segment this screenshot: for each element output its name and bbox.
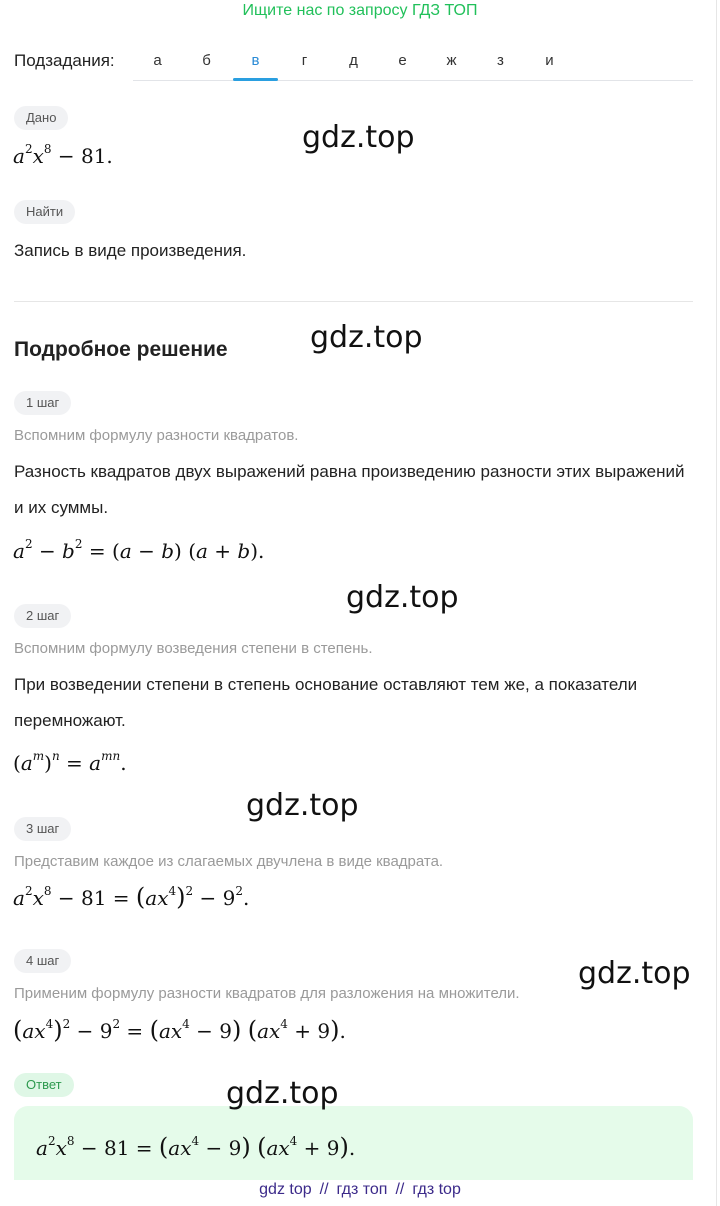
solution-heading: Подробное решение [14,338,228,361]
step-2-chip: 2 шаг [14,604,71,628]
watermark-2: gdz.top [310,320,423,355]
step-1-text: Разность квадратов двух выражений равна произведению разности этих выражений и их суммы. [14,462,685,517]
step-3-hint: Представим каждое из слагаемых двучлена в виде квадрата. [14,853,444,870]
footer-separator: // [319,1181,329,1198]
step-3-formula: $a^2x^8 - 81 = (ax^4)^2 - 9^2$. [13,883,250,911]
step-2-formula: $(a^m)^n = a^{mn}$. [13,749,127,775]
subtasks-label: Подзадания: [14,51,115,70]
step-1-hint: Вспомним формулу разности квадратов. [14,427,299,444]
answer-chip: Ответ [14,1073,74,1097]
step-3-chip: 3 шаг [14,817,71,841]
section-divider [14,301,693,302]
tab-d[interactable]: д [349,52,358,69]
watermark-3: gdz.top [346,580,459,615]
given-chip: Дано [14,106,68,130]
tab-i[interactable]: и [545,52,554,69]
footer-link-gdz-top[interactable]: gdz top [259,1181,312,1198]
watermark-1: gdz.top [302,120,415,155]
watermark-5: gdz.top [578,956,691,991]
step-1-chip: 1 шаг [14,391,71,415]
footer-separator: // [395,1181,405,1198]
tab-z[interactable]: з [497,52,504,69]
tab-b[interactable]: б [202,52,211,69]
find-chip: Найти [14,200,75,224]
watermark-4: gdz.top [246,788,359,823]
tab-g[interactable]: г [301,52,308,69]
given-expression: $a^2x^8 - 81$. [13,142,113,168]
step-2-text: При возведении степени в степень основание оставляют тем же, а показатели перемножают. [14,675,638,730]
footer-link-gdz-top-ru[interactable]: гдз топ [336,1181,388,1198]
step-1-formula: $a^2 - b^2 = (a - b) (a + b)$. [13,537,265,563]
search-banner: Ищите нас по запросу ГДЗ ТОП [242,2,478,19]
footer-link-gdz-top-mixed[interactable]: гдз top [412,1181,461,1198]
watermark-6: gdz.top [226,1076,339,1111]
subtask-tabs [133,44,693,81]
footer-links [0,1181,720,1199]
tab-e[interactable]: е [398,52,407,69]
step-4-formula: $(ax^4)^2 - 9^2 = (ax^4 - 9) (ax^4 + 9)$. [13,1016,346,1044]
step-4-hint: Применим формулу разности квадратов для разложения на множители. [14,985,520,1002]
step-4-chip: 4 шаг [14,949,71,973]
page-edge-divider [716,0,717,1206]
answer-formula: $a^2x^8 - 81 = (ax^4 - 9) (ax^4 + 9)$. [36,1133,356,1161]
find-text: Запись в виде произведения. [14,241,247,260]
tab-a[interactable]: а [153,52,162,69]
step-2-hint: Вспомним формулу возведения степени в степень. [14,640,373,657]
tab-zh[interactable]: ж [446,52,457,69]
tab-v[interactable]: в [231,44,280,80]
